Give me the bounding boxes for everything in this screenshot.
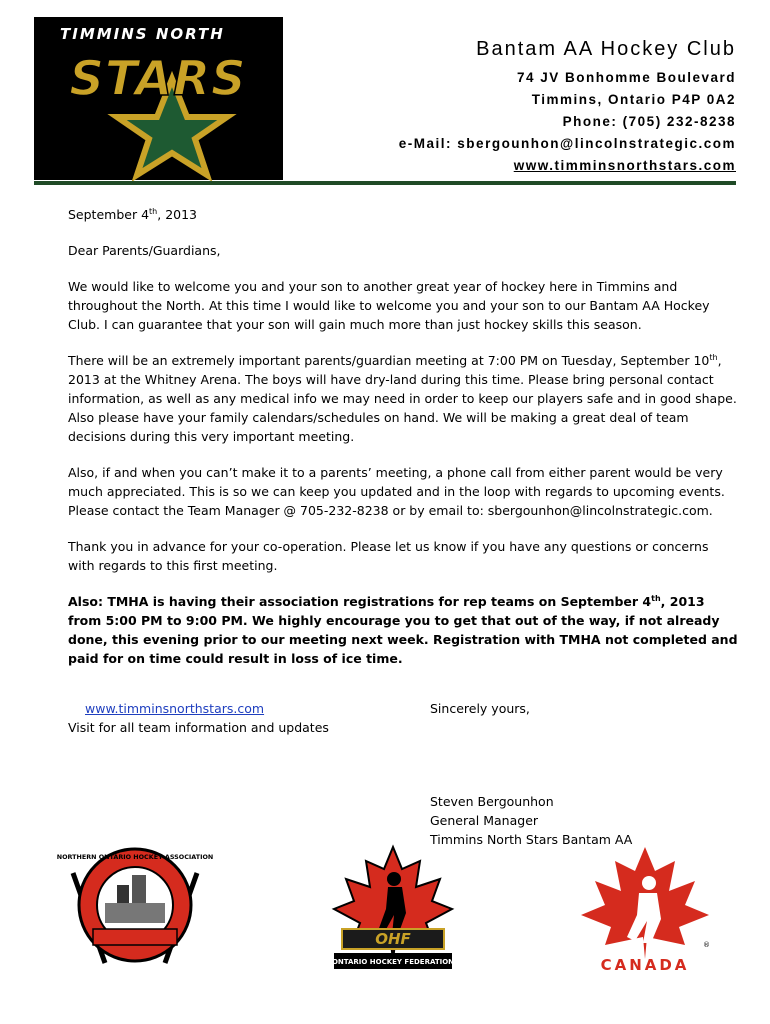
hockey-canada-logo [575,843,715,973]
club-name: Bantam AA Hockey Club [476,38,736,60]
signer-title: General Manager [430,813,539,828]
website-footer-link[interactable]: www.timminsnorthstars.com [85,701,265,716]
city: Timmins, Ontario P4P 0A2 [531,92,736,107]
noha-logo-text: NORTHERN ONTARIO HOCKEY ASSOCIATION [56,853,214,861]
paragraph-meeting: There will be an extremely important parents/guardian meeting at 7:00 PM on Tuesday, September 10th, 2013 at the Whitney Arena. The boys will have dry-land during this time. Please bring personal contact information, as well as any medical info we may need in order to keep our players safe and in good shape. Also please have your family calendars/schedules on hand. We will be making a great deal of team decisions during this very important meeting. [68,352,737,444]
website-link[interactable]: www.timminsnorthstars.com [513,158,736,173]
signer-team: Timmins North Stars Bantam AA [430,832,633,847]
paragraph-thanks: Thank you in advance for your co-operation. Please let us know if you have any questions or concerns with regards to this first meeting. [68,539,709,573]
letter-body [68,205,738,685]
team-logo-top-text: TIMMINS NORTH [60,25,225,43]
email: e-Mail: sbergounhon@lincolnstrategic.com [398,136,736,151]
ohf-logo [328,843,458,973]
paragraph-registration: Also: TMHA is having their association registrations for rep teams on September 4th, 2013 from 5:00 PM to 9:00 PM. We highly encourage you to get that out of the way, if not already done, this evening prior to our meeting next week. Registration with TMHA not completed and paid for on time could result in loss of ice time. [68,593,738,666]
letterhead [399,38,736,177]
salutation: Dear Parents/Guardians, [68,243,221,258]
stars-wordmark: STARS [69,51,247,107]
website-note [68,699,329,737]
team-logo [34,17,283,180]
signer-name: Steven Bergounhon [430,794,554,809]
website-note-text: Visit for all team information and updates [68,720,329,735]
registered-mark: ® [703,941,710,949]
paragraph-welcome: We would like to welcome you and your son to another great year of hockey here in Timmins and throughout the North. At this time I would like to welcome you and your son to our Bantam AA Hockey Club. I can guarantee that your son will gain much more than just hockey skills this season. [68,279,710,332]
header-divider [34,181,736,185]
letter-date: September 4th, 2013 [68,206,198,222]
noha-logo [56,843,214,973]
ohf-name: ONTARIO HOCKEY FEDERATION [331,958,455,966]
closing: Sincerely yours, [430,701,530,716]
canada-wordmark: CANADA [600,956,690,974]
ohf-mark: OHF [375,930,411,948]
phone: Phone: (705) 232-8238 [562,114,736,129]
paragraph-contact: Also, if and when you can’t make it to a parents’ meeting, a phone call from either parent would be very much appreciated. This is so we can keep you updated and in the loop with regards to upcoming events. Please contact the Team Manager @ 705-232-8238 or by email to: sbergounhon@lincolnstrategic.com. [68,465,725,518]
signature-block [430,792,632,849]
address: 74 JV Bonhomme Boulevard [516,70,736,85]
